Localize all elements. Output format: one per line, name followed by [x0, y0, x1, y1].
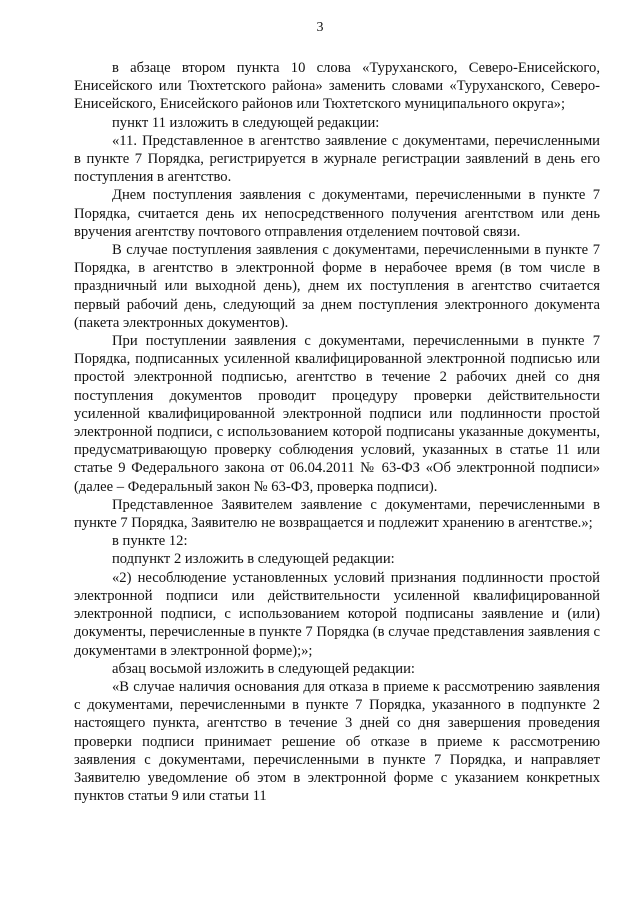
paragraph: «2) несоблюдение установленных условий признания подлинности простой электронной подписи или действительности усиленной квалифицированной электронной подписи, с использованием которой подписаны заявление и (или) документы, перечисленные в пункте 7 Порядка (в случае представления заявления с документами в электронной форме);»;	[74, 569, 600, 659]
paragraph: При поступлении заявления с документами, перечисленными в пункте 7 Порядка, подписанных усиленной квалифицированной электронной подписью или простой электронной подписью, агентство в течение 2 рабочих дней со дня поступления документов проводит процедуру проверки действительности усиленной квалифицированной электронной подписи или подлинности простой электронной подписи, с использованием которой подписаны указанные документы, предусматривающую проверку соблюдения условий, указанных в статье 11 или статье 9 Федерального закона от 06.04.2011 № 63-ФЗ «Об электронной подписи» (далее – Федеральный закон № 63-ФЗ, проверка подписи).	[74, 333, 600, 495]
paragraph: в пункте 12:	[112, 533, 188, 550]
paragraph: Представленное Заявителем заявление с документами, перечисленными в пункте 7 Порядка, Заявителю не возвращается и подлежит хранению в агентстве.»;	[74, 496, 600, 532]
paragraph: абзац восьмой изложить в следующей редакции:	[112, 660, 415, 677]
paragraph: Днем поступления заявления с документами, перечисленными в пункте 7 Порядка, считается день их непосредственного получения агентством или день вручения агентству почтового отправления отделением почтовой связи.	[74, 187, 600, 240]
paragraph: пункт 11 изложить в следующей редакции:	[112, 114, 380, 131]
paragraph: «В случае наличия основания для отказа в приеме к рассмотрению заявления с документами, перечисленными в пункте 7 Порядка, указанного в подпункте 2 настоящего пункта, агентство в течение 3 дней со дня завершения проведения проверки подписи принимает решение об отказе в приеме к рассмотрению заявления с документами, перечисленными в пункте 7 Порядка, и направляет Заявителю уведомление об этом в электронной форме с указанием конкретных пунктов статьи 9 или статьи 11	[74, 678, 600, 805]
paragraph: В случае поступления заявления с документами, перечисленными в пункте 7 Порядка, в агентство в электронной форме в нерабочее время (в том числе в праздничный или выходной день), днем их поступления в агентство считается первый рабочий день, следующий за днем поступления электронного документа (пакета электронных документов).	[74, 242, 600, 331]
paragraph: «11. Представленное в агентство заявление с документами, перечисленными в пункте 7 Порядка, регистрируется в журнале регистрации заявлений в день его поступления в агентство.	[74, 132, 600, 186]
paragraph: в абзаце втором пункта 10 слова «Туруханского, Северо-Енисейского, Енисейского или Тюхтетского района» заменить словами «Туруханского, Северо-Енисейского, Енисейского районов или Тюхтетского муниципального округа»;	[74, 60, 600, 113]
page-number: 3	[316, 20, 324, 35]
document-body	[74, 59, 600, 805]
paragraph: подпункт 2 изложить в следующей редакции:	[112, 551, 395, 568]
